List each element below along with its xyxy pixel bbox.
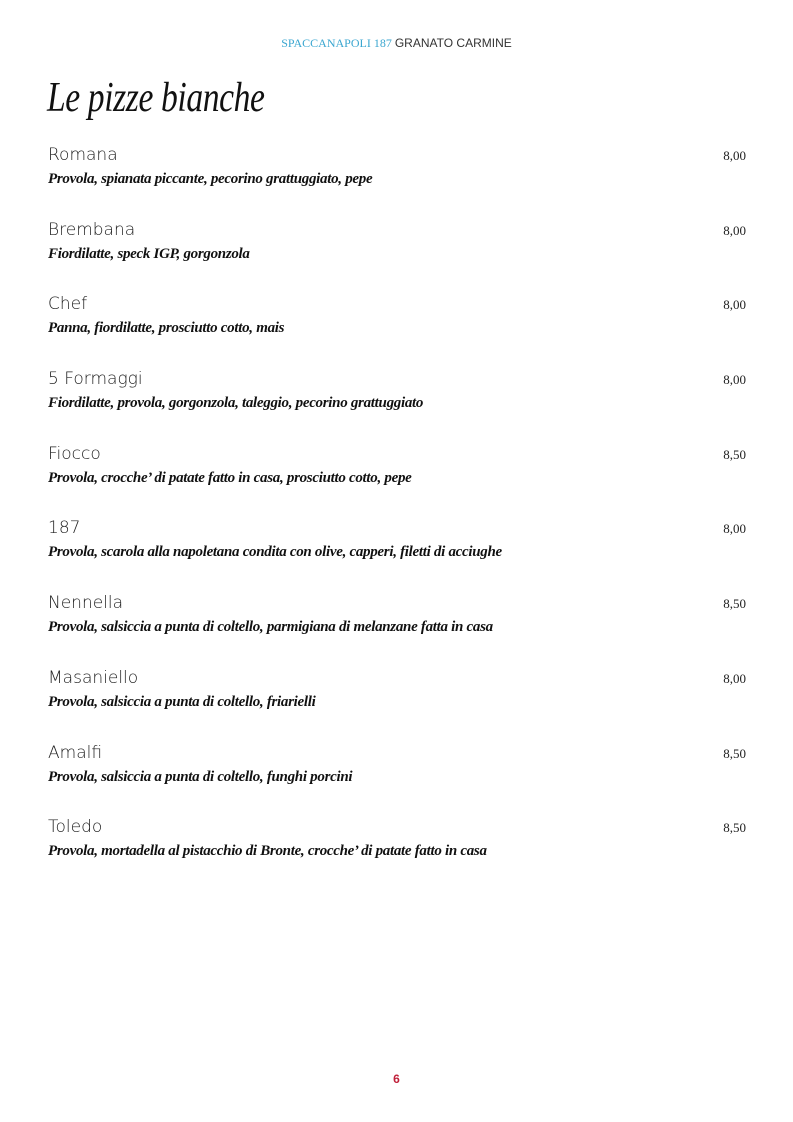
item-description: Provola, scarola alla napoletana condita con olive, capperi, filetti di acciughe	[48, 544, 502, 561]
menu-list	[48, 144, 746, 891]
page-number: 6	[393, 1072, 400, 1086]
item-description: Provola, salsiccia a punta di coltello, funghi porcini	[48, 768, 353, 785]
item-price: 8,00	[723, 148, 746, 163]
item-name: Masaniello	[48, 667, 139, 688]
item-description: Provola, mortadella al pistacchio di Bronte, crocche’ di patate fatto in casa	[48, 843, 487, 860]
menu-item	[48, 816, 746, 891]
item-name: 187	[48, 518, 81, 539]
item-description: Provola, spianata piccante, pecorino grattuggiato, pepe	[48, 171, 373, 187]
item-name: Nennella	[48, 593, 124, 614]
item-name: Toledo	[48, 817, 103, 838]
section-title: Le pizze bianche	[47, 75, 265, 121]
item-price: 8,00	[723, 670, 746, 686]
item-name: 5 Formaggi	[48, 369, 143, 390]
brand-name: SPACCANAPOLI 187	[281, 36, 392, 50]
menu-item	[48, 517, 746, 592]
menu-item	[48, 443, 746, 518]
menu-item	[48, 742, 746, 817]
item-name: Amalfi	[48, 742, 103, 763]
menu-item	[48, 144, 746, 219]
item-price: 8,50	[723, 820, 746, 836]
item-description: Provola, salsiccia a punta di coltello, parmigiana di melanzane fatta in casa	[48, 619, 493, 636]
item-name: Romana	[48, 145, 118, 165]
item-name: Fiocco	[48, 443, 101, 464]
item-description: Fiordilatte, provola, gorgonzola, taleggio, pecorino grattuggiato	[48, 395, 424, 412]
item-price: 8,50	[723, 745, 746, 761]
item-description: Provola, crocche’ di patate fatto in casa, prosciutto cotto, pepe	[48, 469, 412, 486]
item-price: 8,00	[723, 297, 746, 313]
item-price: 8,50	[723, 596, 746, 612]
item-description: Provola, salsiccia a punta di coltello, friarielli	[48, 693, 316, 710]
item-price: 8,00	[723, 372, 746, 388]
item-price: 8,00	[723, 521, 746, 537]
item-price: 8,50	[723, 446, 746, 462]
item-price: 8,00	[723, 222, 746, 238]
item-description: Panna, fiordilatte, prosciutto cotto, mais	[48, 320, 285, 337]
menu-item	[48, 368, 746, 443]
menu-item	[48, 592, 746, 667]
item-description: Fiordilatte, speck IGP, gorgonzola	[48, 245, 250, 262]
item-name: Chef	[48, 294, 88, 315]
owner-name: GRANATO CARMINE	[394, 36, 512, 50]
menu-item	[48, 667, 746, 742]
page-header	[0, 36, 793, 51]
menu-item	[48, 293, 746, 368]
item-name: Brembana	[48, 219, 136, 240]
menu-item	[48, 219, 746, 294]
